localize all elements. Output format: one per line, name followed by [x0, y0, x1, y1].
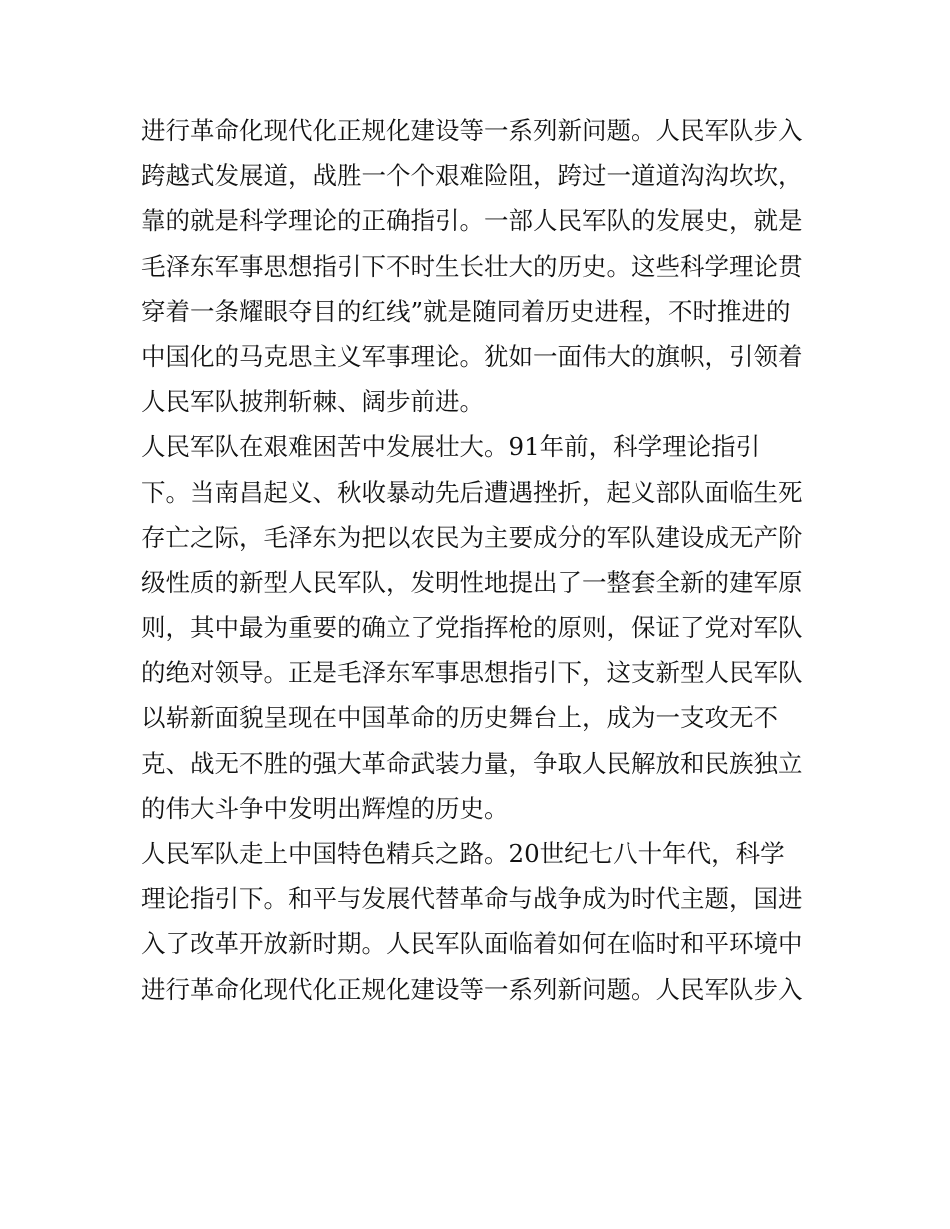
text-line: 进行革命化现代化正规化建设等一系列新问题。人民军队步入 [141, 116, 803, 145]
body-text [141, 108, 821, 1012]
text-line: 跨越式发展道，战胜一个个艰难险阻，跨过一道道沟沟坎坎， [141, 161, 803, 191]
text-line: 的绝对领导。正是毛泽东军事思想指引下，这支新型人民军队 [141, 658, 803, 688]
text-line: 人民军队披荆斩棘、阔步前进。 [141, 387, 484, 417]
text-line: 则，其中最为重要的确立了党指挥枪的原则，保证了党对军队 [141, 613, 803, 643]
text-line: 级性质的新型人民军队，发明性地提出了一整套全新的建军原 [141, 567, 803, 597]
text-line: 人民军队走上中国特色精兵之路。20世纪七八十年代，科学 [141, 839, 785, 868]
text-line: 克、战无不胜的强大革命武装力量，争取人民解放和民族独立 [141, 748, 803, 778]
text-line: 入了改革开放新时期。人民军队面临着如何在临时和平环境中 [141, 929, 803, 959]
text-line: 理论指引下。和平与发展代替革命与战争成为时代主题，国进 [141, 884, 803, 914]
text-line: 中国化的马克思主义军事理论。犹如一面伟大的旗帜，引领着 [141, 341, 803, 371]
text-line: 下。当南昌起义、秋收暴动先后遭遇挫折，起义部队面临生死 [141, 477, 803, 507]
text-line: 存亡之际，毛泽东为把以农民为主要成分的军队建设成无产阶 [141, 522, 803, 552]
text-line: 的伟大斗争中发明出辉煌的历史。 [141, 793, 509, 823]
text-line: 进行革命化现代化正规化建设等一系列新问题。人民军队步入 [141, 974, 803, 1004]
text-line: 人民军队在艰难困苦中发展壮大。91年前，科学理论指引 [141, 432, 761, 462]
text-line: 毛泽东军事思想指引下不时生长壮大的历史。这些科学理论贯 [141, 251, 803, 281]
text-line: 穿着一条耀眼夺目的红线”就是随同着历史进程，不时推进的 [141, 296, 791, 326]
text-line: 靠的就是科学理论的正确指引。一部人民军队的发展史，就是 [141, 206, 803, 236]
text-line: 以崭新面貌呈现在中国革命的历史舞台上，成为一支攻无不 [141, 703, 778, 733]
